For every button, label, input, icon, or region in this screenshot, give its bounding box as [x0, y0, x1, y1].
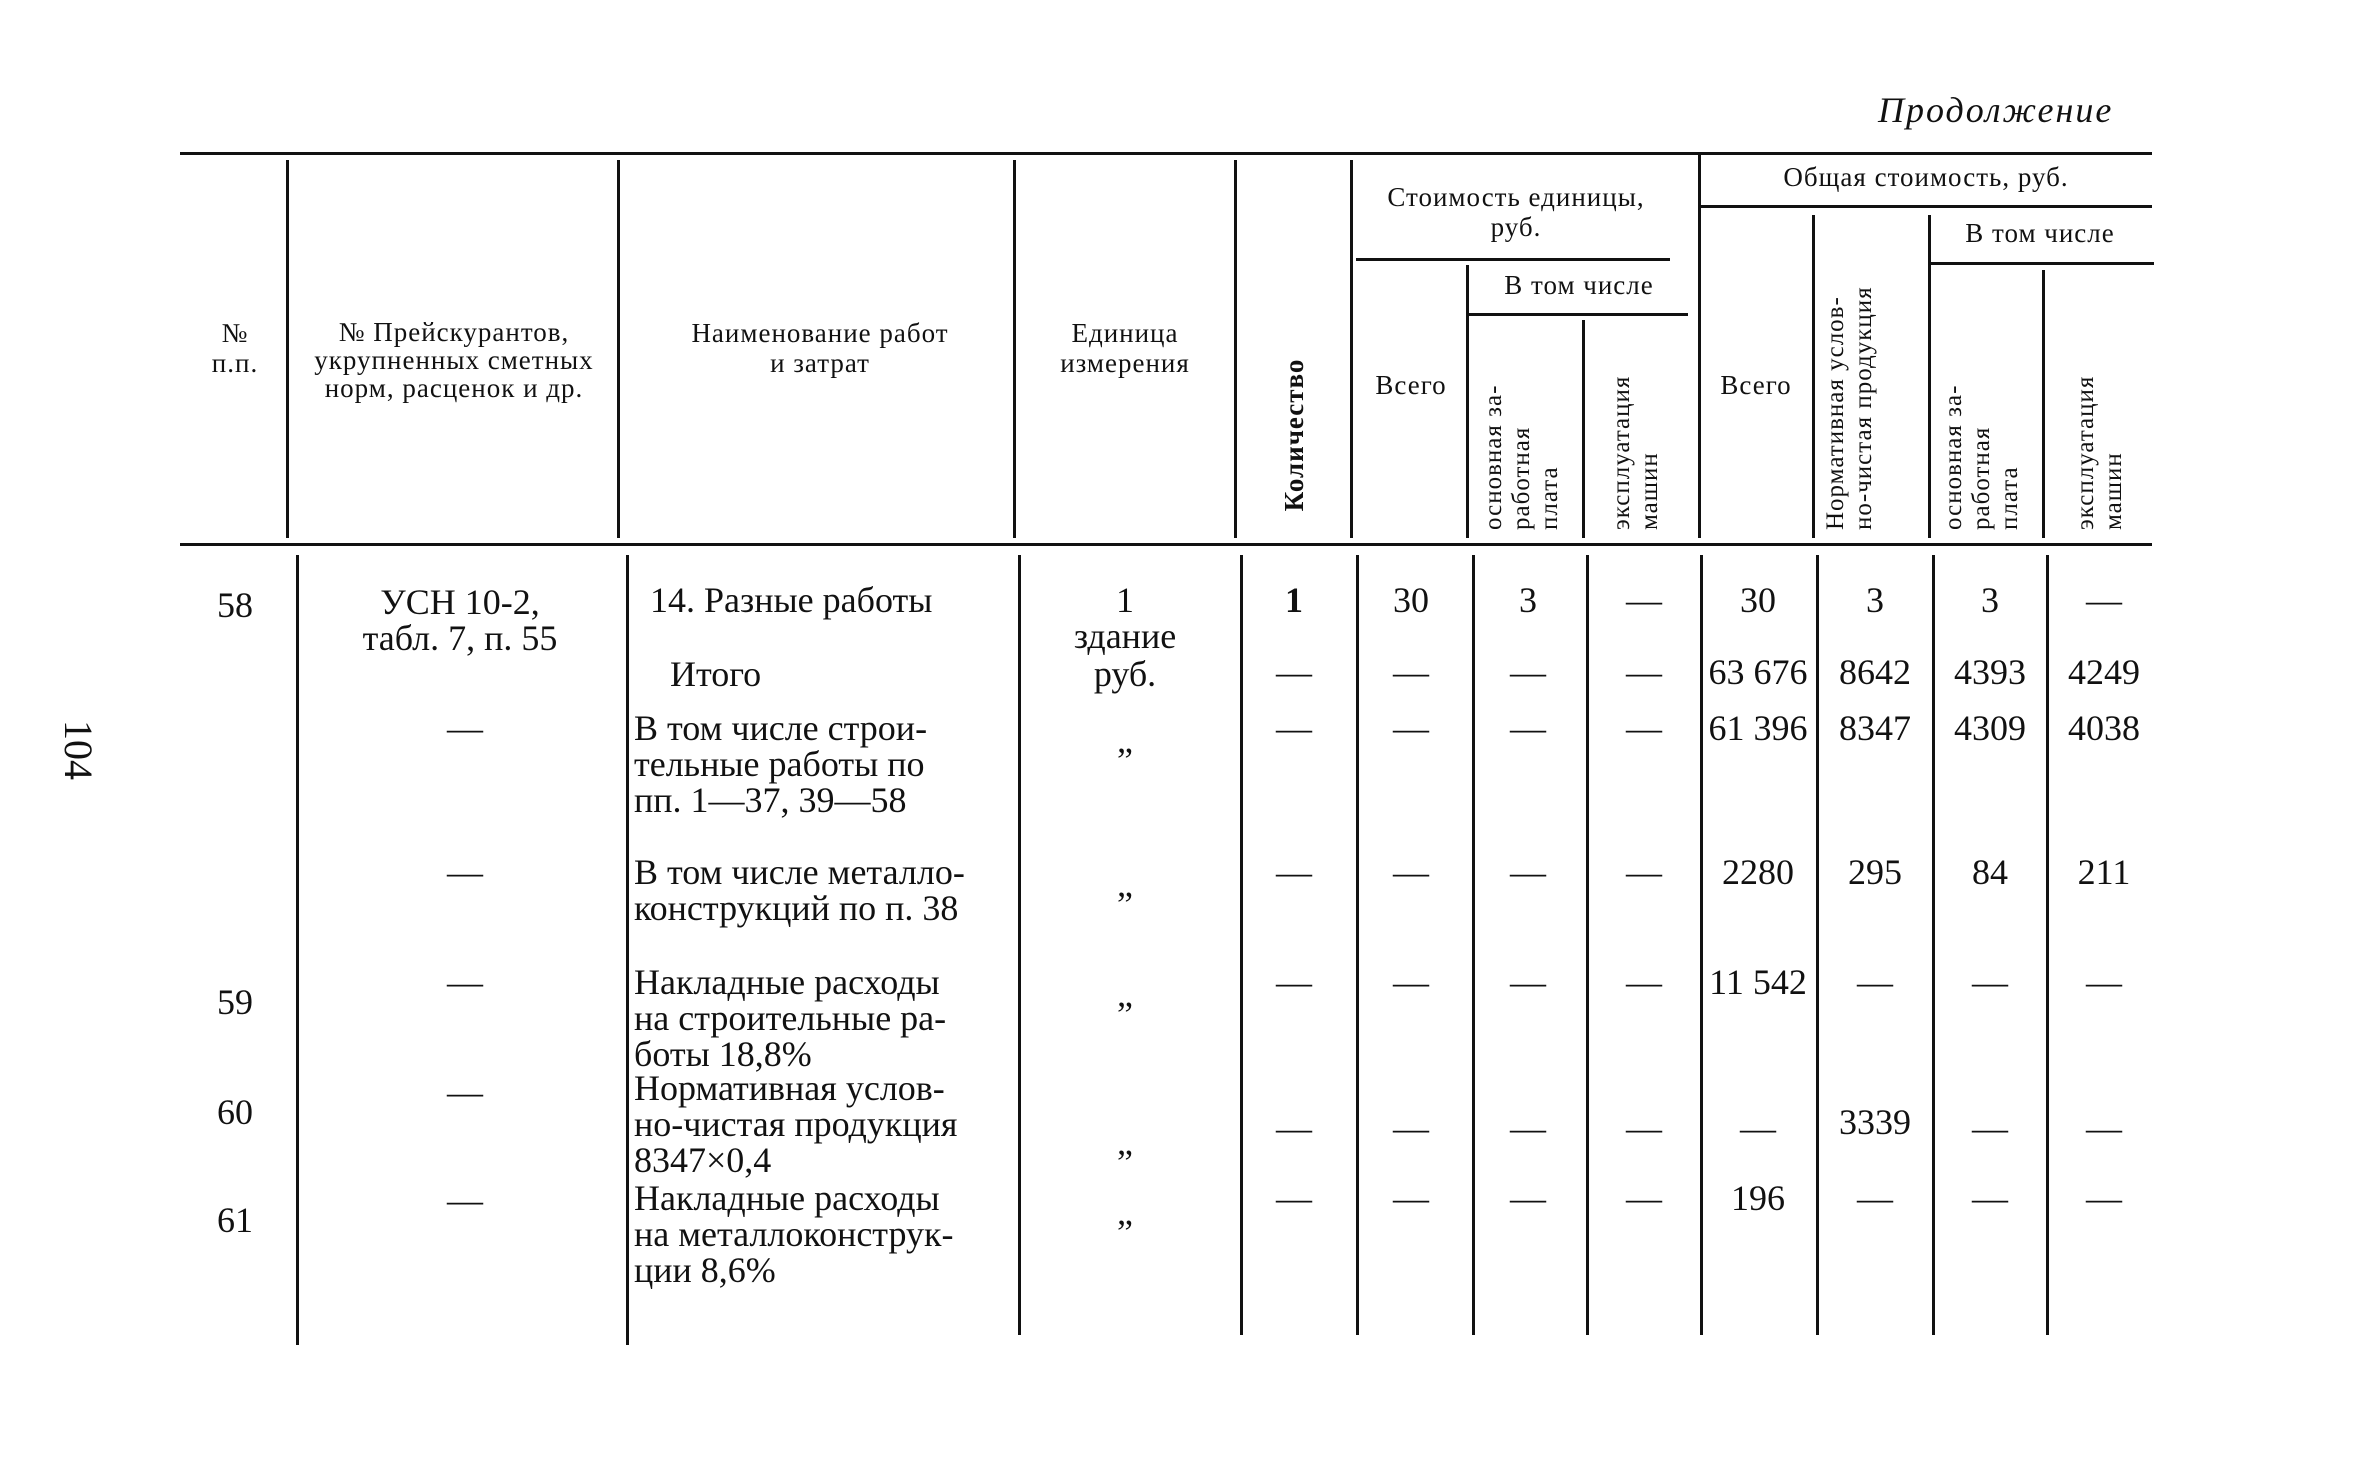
row-qty: —	[1276, 652, 1312, 692]
row-total-all: 63 676	[1708, 652, 1808, 692]
row-unit-mach: —	[1626, 652, 1662, 692]
page-number: 104	[56, 720, 101, 780]
row-number: 61	[217, 1200, 253, 1240]
row-total-norm: 8642	[1839, 652, 1911, 692]
row-total-wage: —	[1972, 1178, 2008, 1218]
row-unit-mach: —	[1626, 962, 1662, 1002]
row-reference: —	[447, 708, 483, 748]
row-unit-wage: —	[1510, 1108, 1546, 1148]
header-col-no: № п.п.	[211, 318, 259, 378]
row-total-all: 30	[1740, 580, 1776, 620]
row-total-norm: 8347	[1839, 708, 1911, 748]
header-total-incl: В том числе	[1965, 218, 2115, 248]
row-unit-wage: —	[1510, 1178, 1546, 1218]
row-unit-total: —	[1393, 962, 1429, 1002]
row-total-norm: 3339	[1839, 1102, 1911, 1142]
row-total-norm: 295	[1848, 852, 1902, 892]
row-total-mach: —	[2086, 580, 2122, 620]
row-total-wage: —	[1972, 962, 2008, 1002]
row-total-mach: 4038	[2068, 708, 2140, 748]
row-number: 59	[217, 982, 253, 1022]
continuation-label: Продолжение	[1878, 90, 2114, 130]
header-unit-wage: основная за- работная плата	[1480, 384, 1563, 530]
row-total-wage: 84	[1972, 852, 2008, 892]
row-total-norm: —	[1857, 962, 1893, 1002]
row-total-mach: —	[2086, 1108, 2122, 1148]
row-unit-mach: —	[1626, 580, 1662, 620]
row-qty: —	[1276, 1178, 1312, 1218]
row-qty: 1	[1285, 580, 1303, 620]
row-unit: „	[1117, 1122, 1133, 1162]
header-total-all: Всего	[1720, 370, 1792, 400]
row-unit-wage: —	[1510, 852, 1546, 892]
row-total-mach: —	[2086, 962, 2122, 1002]
row-number: 58	[217, 585, 253, 625]
row-unit-wage: 3	[1519, 580, 1537, 620]
header-col-pricelist: № Прейскурантов, укрупненных сметных норм, расценок и др.	[314, 317, 594, 403]
row-unit-total: —	[1393, 708, 1429, 748]
row-number: 60	[217, 1092, 253, 1132]
header-total-cost: Общая стоимость, руб.	[1783, 162, 2069, 192]
row-reference: —	[447, 852, 483, 892]
row-qty: —	[1276, 1108, 1312, 1148]
header-total-wage: основная за- работная плата	[1940, 384, 2023, 530]
row-unit-mach: —	[1626, 1108, 1662, 1148]
row-unit-mach: —	[1626, 708, 1662, 748]
header-unit-cost: Стоимость единицы, руб.	[1387, 182, 1645, 242]
row-total-mach: 4249	[2068, 652, 2140, 692]
row-name: Накладные расходы на строительные ра- боты 18,8%	[634, 962, 947, 1074]
row-unit-total: —	[1393, 852, 1429, 892]
row-unit-wage: —	[1510, 708, 1546, 748]
row-total-wage: 4393	[1954, 652, 2026, 692]
header-unit-total: Всего	[1375, 370, 1447, 400]
row-unit-total: —	[1393, 1108, 1429, 1148]
row-reference: —	[447, 962, 483, 1002]
row-unit: „	[1117, 864, 1133, 904]
header-total-norm: Нормативная услов- но-чистая продукция	[1822, 286, 1877, 530]
header-unit-mach: эксплуатация машин	[1608, 375, 1663, 530]
header-col-unit: Единица измерения	[1060, 318, 1190, 378]
row-total-all: —	[1740, 1108, 1776, 1148]
row-qty: —	[1276, 852, 1312, 892]
row-unit-wage: —	[1510, 962, 1546, 1002]
row-total-wage: —	[1972, 1108, 2008, 1148]
row-reference: —	[447, 1180, 483, 1220]
row-name: Накладные расходы на металлоконструк- ции 8,6%	[634, 1178, 954, 1290]
header-col-name: Наименование работ и затрат	[691, 318, 949, 378]
row-qty: —	[1276, 708, 1312, 748]
row-name: 14. Разные работы	[650, 580, 933, 620]
row-unit: руб.	[1093, 654, 1157, 694]
row-unit: 1 здание	[1073, 580, 1177, 656]
row-reference: —	[447, 1072, 483, 1112]
row-total-all: 11 542	[1709, 962, 1807, 1002]
row-name: В том числе строи- тельные работы по пп. 1—37, 39—58	[634, 708, 928, 820]
row-unit-mach: —	[1626, 1178, 1662, 1218]
row-unit-total: —	[1393, 652, 1429, 692]
header-total-mach: эксплуатация машин	[2072, 375, 2127, 530]
row-name: Нормативная услов- но-чистая продукция 8347×0,4	[634, 1068, 958, 1180]
row-total-mach: 211	[2077, 852, 2131, 892]
row-unit: „	[1117, 720, 1133, 760]
row-unit-total: 30	[1393, 580, 1429, 620]
header-unit-incl: В том числе	[1504, 270, 1654, 300]
row-name: Итого	[670, 654, 762, 694]
row-qty: —	[1276, 962, 1312, 1002]
row-total-all: 61 396	[1708, 708, 1808, 748]
row-total-norm: —	[1857, 1178, 1893, 1218]
row-total-wage: 4309	[1954, 708, 2026, 748]
row-total-wage: 3	[1981, 580, 1999, 620]
row-reference: УСН 10-2, табл. 7, п. 55	[362, 582, 558, 658]
row-total-all: 2280	[1722, 852, 1794, 892]
row-name: В том числе металло- конструкций по п. 38	[634, 852, 965, 928]
row-unit-total: —	[1393, 1178, 1429, 1218]
header-col-qty: Количество	[1279, 358, 1309, 512]
row-total-all: 196	[1731, 1178, 1785, 1218]
row-total-mach: —	[2086, 1178, 2122, 1218]
row-unit-mach: —	[1626, 852, 1662, 892]
row-unit: „	[1117, 1192, 1133, 1232]
row-total-norm: 3	[1866, 580, 1884, 620]
row-unit-wage: —	[1510, 652, 1546, 692]
row-unit: „	[1117, 974, 1133, 1014]
